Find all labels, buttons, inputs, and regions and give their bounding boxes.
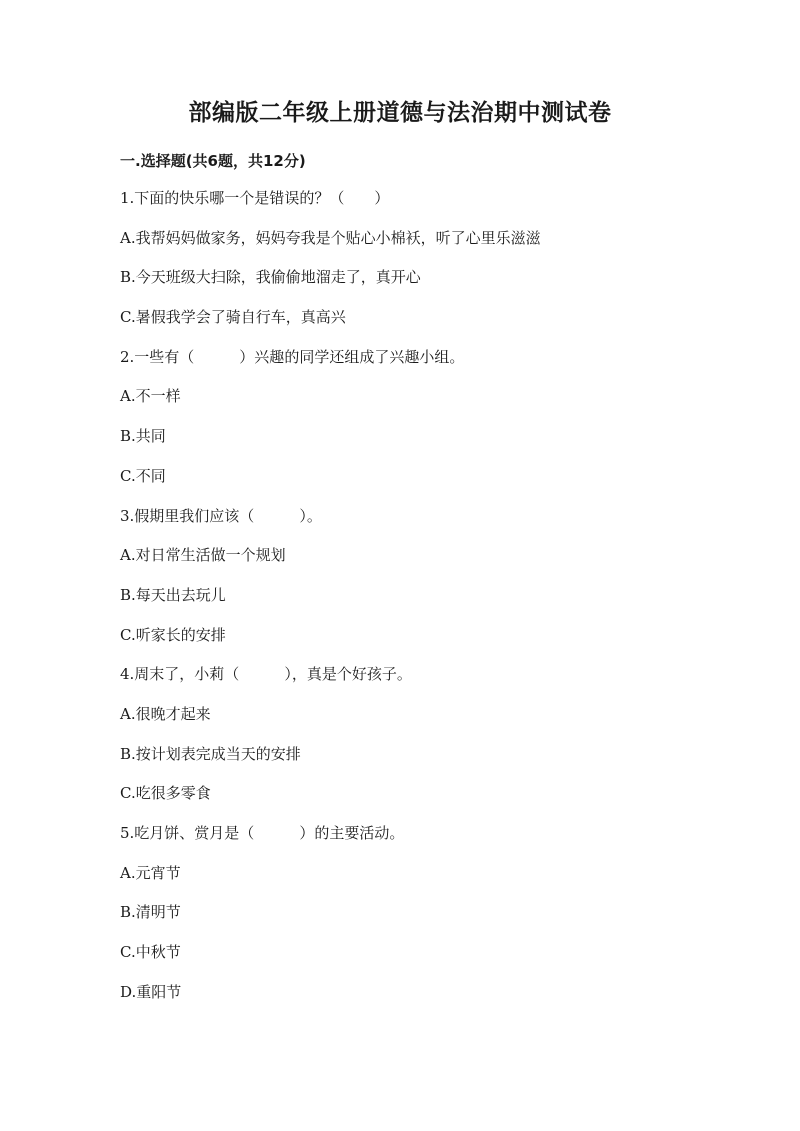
question-5-option-a: A.元宵节 <box>120 863 181 882</box>
question-2-stem: 2.一些有（ ）兴趣的同学还组成了兴趣小组。 <box>120 347 465 366</box>
question-5-option-d: D.重阳节 <box>120 982 182 1001</box>
question-list <box>120 187 720 1020</box>
question-2-option-a: A.不一样 <box>120 387 181 406</box>
question-4-option-a: A.很晚才起来 <box>120 704 211 723</box>
question-5-option-c: C.中秋节 <box>120 943 181 962</box>
question-1-stem: 1.下面的快乐哪一个是错误的？（ ） <box>120 189 390 207</box>
document-title: 部编版二年级上册道德与法治期中测试卷 <box>188 100 612 126</box>
question-1-option-c: C.暑假我学会了骑自行车，真高兴 <box>120 308 346 327</box>
question-2-option-b: B.共同 <box>120 427 166 446</box>
question-3-option-c: C.听家长的安排 <box>120 625 226 644</box>
question-4-stem: 4.周末了，小莉（ ），真是个好孩子。 <box>120 665 412 684</box>
question-5-stem: 5.吃月饼、赏月是（ ）的主要活动。 <box>120 824 405 842</box>
question-3-option-b: B.每天出去玩儿 <box>120 585 226 604</box>
question-2-option-c: C.不同 <box>120 466 166 485</box>
question-1-option-b: B.今天班级大扫除，我偷偷地溜走了，真开心 <box>120 268 421 287</box>
question-4-option-c: C.吃很多零食 <box>120 784 211 803</box>
question-4-option-b: B.按计划表完成当天的安排 <box>120 744 301 763</box>
section-heading: 一.选择题(共6题，共12分) <box>120 152 306 170</box>
question-3-option-a: A.对日常生活做一个规划 <box>120 546 286 565</box>
question-5-option-b: B.清明节 <box>120 903 181 922</box>
question-3-stem: 3.假期里我们应该（ ）。 <box>120 506 322 525</box>
question-1-option-a: A.我帮妈妈做家务，妈妈夸我是个贴心小棉袄，听了心里乐滋滋 <box>120 228 541 247</box>
